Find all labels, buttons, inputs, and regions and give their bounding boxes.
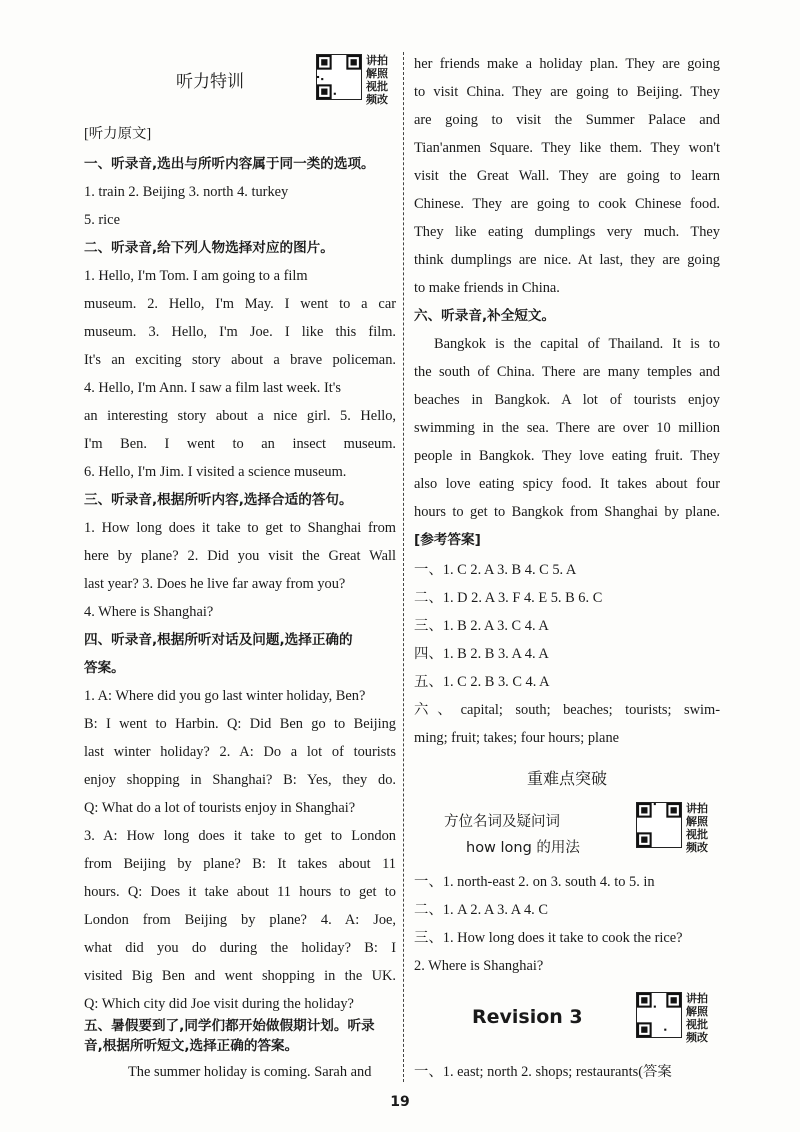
text-line: her friends make a holiday plan. They are going — [414, 56, 720, 72]
qr-pattern — [637, 803, 681, 847]
text-line: museum. 2. Hello, I'm May. I went to a car — [84, 296, 396, 312]
answer-line: 一、1. north-east 2. on 3. south 4. to 5. in — [414, 874, 655, 890]
section-heading: [参考答案] — [414, 532, 481, 548]
text-line: The summer holiday is coming. Sarah and — [128, 1064, 372, 1080]
text-line: enjoy shopping in Shanghai? B: Yes, they do. — [84, 772, 396, 788]
section-heading: 四、听录音,根据所听对话及问题,选择正确的 — [84, 632, 353, 648]
qr-label-line: 频改 — [366, 93, 388, 106]
text-line: [听力原文] — [84, 126, 152, 142]
answer-line: 一、1. east; north 2. shops; restaurants(答案 — [414, 1064, 672, 1080]
qr-label-line: 解照 — [366, 67, 388, 80]
section-heading: 六、听录音,补全短文。 — [414, 308, 556, 324]
text-line: They like eating dumplings very much. They — [414, 224, 720, 240]
qr-label-line: 解照 — [686, 1005, 708, 1018]
answer-line: 二、1. A 2. A 3. A 4. C — [414, 902, 548, 918]
text-line: ming; fruit; takes; four hours; plane — [414, 730, 620, 746]
text-line: 二、1. D 2. A 3. F 4. E 5. B 6. C — [414, 590, 603, 606]
qr-code-icon[interactable] — [316, 54, 362, 100]
qr-label — [686, 992, 724, 1044]
qr-pattern — [317, 55, 361, 99]
qr-label-line: 视批 — [686, 1018, 708, 1031]
text-line: beaches in Bangkok. A lot of tourists enjoy — [414, 392, 720, 408]
section-heading: 音,根据所听短文,选择正确的答案。 — [84, 1038, 299, 1054]
text-line: 4. Hello, I'm Ann. I saw a film last week. It's — [84, 380, 341, 396]
text-line: 三、1. B 2. A 3. C 4. A — [414, 618, 549, 634]
text-line: 四、1. B 2. B 3. A 4. A — [414, 646, 549, 662]
section-title-listening: 听力特训 — [176, 72, 244, 92]
qr-label-line: 视批 — [686, 828, 708, 841]
text-line: 6. Hello, I'm Jim. I visited a science museum. — [84, 464, 347, 480]
text-line: 1. A: Where did you go last winter holiday, Ben? — [84, 688, 366, 704]
qr-label-line: 频改 — [686, 841, 708, 854]
text-line: are going to visit the Summer Palace and — [414, 112, 720, 128]
text-line: people in Bangkok. They love eating fruit. They — [414, 448, 720, 464]
text-line: 六、capital; south; beaches; tourists; swim- — [414, 702, 720, 718]
qr-label-line: 讲拍 — [686, 992, 708, 1005]
section-title-key-points: 重难点突破 — [526, 769, 607, 788]
text-line: 1. Hello, I'm Tom. I am going to a film — [84, 268, 308, 284]
revision-title: Revision 3 — [472, 1006, 583, 1028]
text-line: last year? 3. Does he live far away from you? — [84, 576, 346, 592]
text-line: hours to get to Bangkok from Shanghai by plane. — [414, 504, 720, 520]
page-number: 19 — [390, 1094, 410, 1110]
text-line: what did you do during the holiday? B: I — [84, 940, 396, 956]
section-heading: 二、听录音,给下列人物选择对应的图片。 — [84, 240, 334, 256]
text-line: Bangkok is the capital of Thailand. It is to — [434, 336, 720, 352]
text-line: Q: What do a lot of tourists enjoy in Shanghai? — [84, 800, 356, 816]
text-line: to visit China. They are going to Beijing. They — [414, 84, 720, 100]
qr-label-line: 讲拍 — [366, 54, 388, 67]
qr-code-icon[interactable] — [636, 992, 682, 1038]
section-heading: 答案。 — [84, 660, 125, 676]
text-line: from Beijing by plane? B: It takes about 11 — [84, 856, 396, 872]
text-line: B: I went to Harbin. Q: Did Ben go to Beijing — [84, 716, 396, 732]
qr-label-line: 讲拍 — [686, 802, 708, 815]
text-line: visit the Great Wall. They are going to learn — [414, 168, 720, 184]
text-line: Tian'anmen Square. They like them. They won't — [414, 140, 720, 156]
text-line: 3. A: How long does it take to get to London — [84, 828, 396, 844]
section-heading: 一、听录音,选出与所听内容属于同一类的选项。 — [84, 156, 375, 172]
qr-pattern — [637, 993, 681, 1037]
text-line: London from Beijing by plane? 4. A: Joe, — [84, 912, 396, 928]
topic-title-line2: how long 的用法 — [466, 840, 580, 856]
text-line: 4. Where is Shanghai? — [84, 604, 214, 620]
text-line: hours. Q: Does it take about 11 hours to get to — [84, 884, 396, 900]
text-line: an interesting story about a nice girl. 5. Hello, — [84, 408, 396, 424]
answer-line: 三、1. How long does it take to cook the rice? — [414, 930, 683, 946]
qr-label — [366, 54, 404, 106]
text-line: 5. rice — [84, 212, 120, 228]
text-line: Chinese. They are going to cook Chinese food. — [414, 196, 720, 212]
text-line: 五、1. C 2. B 3. C 4. A — [414, 674, 550, 690]
text-line: Q: Which city did Joe visit during the holiday? — [84, 996, 354, 1012]
qr-label-line: 频改 — [686, 1031, 708, 1044]
text-line: last winter holiday? 2. A: Do a lot of tourists — [84, 744, 396, 760]
text-line: here by plane? 2. Did you visit the Great Wall — [84, 548, 396, 564]
text-line: also love eating spicy food. It takes about four — [414, 476, 720, 492]
text-line: 1. train 2. Beijing 3. north 4. turkey — [84, 184, 289, 200]
text-line: visited Big Ben and went shopping in the UK. — [84, 968, 396, 984]
text-line: 1. How long does it take to get to Shanghai from — [84, 520, 396, 536]
text-line: museum. 3. Hello, I'm Joe. I like this film. — [84, 324, 396, 340]
text-line: swimming in the sea. There are over 10 million — [414, 420, 720, 436]
text-line: the south of China. There are many temples and — [414, 364, 720, 380]
qr-label-line: 解照 — [686, 815, 708, 828]
section-heading: 三、听录音,根据所听内容,选择合适的答句。 — [84, 492, 353, 508]
text-line: I'm Ben. I went to an insect museum. — [84, 436, 396, 452]
qr-label-line: 视批 — [366, 80, 388, 93]
text-line: 一、1. C 2. A 3. B 4. C 5. A — [414, 562, 577, 578]
topic-title-line1: 方位名词及疑问词 — [444, 814, 560, 830]
qr-label — [686, 802, 724, 854]
column-divider — [403, 52, 404, 1082]
answer-line: 2. Where is Shanghai? — [414, 958, 544, 974]
text-line: to make friends in China. — [414, 280, 560, 296]
qr-code-icon[interactable] — [636, 802, 682, 848]
text-line: It's an exciting story about a brave policeman. — [84, 352, 396, 368]
text-line: think dumplings are nice. At last, they are going — [414, 252, 720, 268]
section-heading: 五、暑假要到了,同学们都开始做假期计划。听录 — [84, 1018, 375, 1034]
